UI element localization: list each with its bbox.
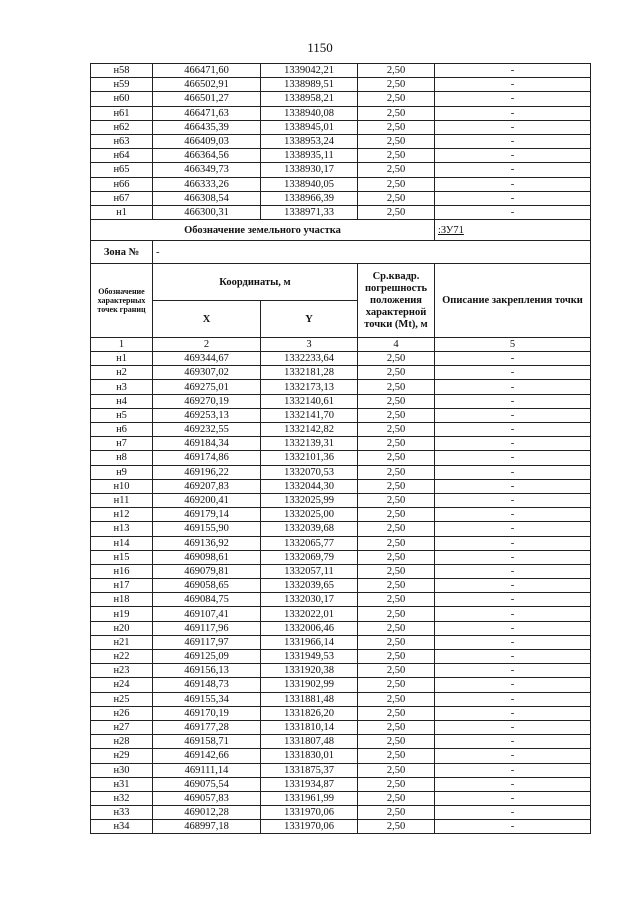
table-row — [91, 106, 591, 120]
description-cell: - — [435, 749, 591, 763]
header-coordinates: Координаты, м — [153, 264, 358, 301]
y-coordinate-cell: 1332181,28 — [261, 366, 358, 380]
error-cell: 2,50 — [358, 149, 435, 163]
x-coordinate-cell: 469012,28 — [153, 806, 261, 820]
y-coordinate-cell: 1332030,17 — [261, 593, 358, 607]
point-id-cell: н8 — [91, 451, 153, 465]
table-row — [91, 806, 591, 820]
table-row — [91, 706, 591, 720]
description-cell: - — [435, 205, 591, 219]
x-coordinate-cell: 466435,39 — [153, 120, 261, 134]
y-coordinate-cell: 1339042,21 — [261, 64, 358, 78]
x-coordinate-cell: 466364,56 — [153, 149, 261, 163]
error-cell: 2,50 — [358, 806, 435, 820]
description-cell: - — [435, 394, 591, 408]
zone-label: Зона № — [91, 241, 153, 264]
error-cell: 2,50 — [358, 635, 435, 649]
description-cell: - — [435, 678, 591, 692]
error-cell: 2,50 — [358, 650, 435, 664]
x-coordinate-cell: 469155,34 — [153, 692, 261, 706]
description-cell: - — [435, 791, 591, 805]
point-id-cell: н11 — [91, 493, 153, 507]
point-id-cell: н66 — [91, 177, 153, 191]
column-number: 2 — [153, 338, 261, 352]
description-cell: - — [435, 92, 591, 106]
y-coordinate-cell: 1332025,00 — [261, 508, 358, 522]
error-cell: 2,50 — [358, 92, 435, 106]
error-cell: 2,50 — [358, 437, 435, 451]
error-cell: 2,50 — [358, 134, 435, 148]
error-cell: 2,50 — [358, 706, 435, 720]
error-cell: 2,50 — [358, 423, 435, 437]
table-row — [91, 451, 591, 465]
description-cell: - — [435, 437, 591, 451]
y-coordinate-cell: 1332069,79 — [261, 550, 358, 564]
description-cell: - — [435, 579, 591, 593]
x-coordinate-cell: 469196,22 — [153, 465, 261, 479]
point-id-cell: н5 — [91, 408, 153, 422]
error-cell: 2,50 — [358, 380, 435, 394]
y-coordinate-cell: 1332057,11 — [261, 564, 358, 578]
table-row — [91, 735, 591, 749]
error-cell: 2,50 — [358, 493, 435, 507]
point-id-cell: н20 — [91, 621, 153, 635]
table-row — [91, 134, 591, 148]
column-number: 3 — [261, 338, 358, 352]
description-cell: - — [435, 536, 591, 550]
point-id-cell: н18 — [91, 593, 153, 607]
zone-value: - — [153, 241, 591, 264]
x-coordinate-cell: 469117,96 — [153, 621, 261, 635]
table-row — [91, 408, 591, 422]
y-coordinate-cell: 1331920,38 — [261, 664, 358, 678]
table-row — [91, 607, 591, 621]
description-cell: - — [435, 380, 591, 394]
land-plot-label: Обозначение земельного участка — [91, 220, 435, 241]
y-coordinate-cell: 1338971,33 — [261, 205, 358, 219]
table-row — [91, 820, 591, 834]
x-coordinate-cell: 466333,26 — [153, 177, 261, 191]
x-coordinate-cell: 469232,55 — [153, 423, 261, 437]
column-number: 5 — [435, 338, 591, 352]
table-row — [91, 366, 591, 380]
x-coordinate-cell: 469207,83 — [153, 479, 261, 493]
x-coordinate-cell: 469174,86 — [153, 451, 261, 465]
y-coordinate-cell: 1331966,14 — [261, 635, 358, 649]
description-cell: - — [435, 423, 591, 437]
y-coordinate-cell: 1332142,82 — [261, 423, 358, 437]
table-row — [91, 536, 591, 550]
error-cell: 2,50 — [358, 451, 435, 465]
point-id-cell: н13 — [91, 522, 153, 536]
y-coordinate-cell: 1338930,17 — [261, 163, 358, 177]
error-cell: 2,50 — [358, 564, 435, 578]
description-cell: - — [435, 621, 591, 635]
x-coordinate-cell: 469275,01 — [153, 380, 261, 394]
point-id-cell: н12 — [91, 508, 153, 522]
description-cell: - — [435, 78, 591, 92]
x-coordinate-cell: 469136,92 — [153, 536, 261, 550]
point-id-cell: н25 — [91, 692, 153, 706]
x-coordinate-cell: 466501,27 — [153, 92, 261, 106]
description-cell: - — [435, 493, 591, 507]
table-row — [91, 508, 591, 522]
y-coordinate-cell: 1332139,31 — [261, 437, 358, 451]
y-coordinate-cell: 1338945,01 — [261, 120, 358, 134]
error-cell: 2,50 — [358, 621, 435, 635]
table-row — [91, 692, 591, 706]
error-cell: 2,50 — [358, 352, 435, 366]
y-coordinate-cell: 1332233,64 — [261, 352, 358, 366]
table-row — [91, 621, 591, 635]
error-cell: 2,50 — [358, 692, 435, 706]
table-row — [91, 64, 591, 78]
y-coordinate-cell: 1331826,20 — [261, 706, 358, 720]
table-row — [91, 522, 591, 536]
zone-row — [91, 241, 591, 264]
x-coordinate-cell: 466308,54 — [153, 191, 261, 205]
description-cell: - — [435, 64, 591, 78]
x-coordinate-cell: 469177,28 — [153, 720, 261, 734]
column-number-row — [91, 338, 591, 352]
main-rows-body — [91, 352, 591, 834]
point-id-cell: н19 — [91, 607, 153, 621]
table-row — [91, 465, 591, 479]
error-cell: 2,50 — [358, 763, 435, 777]
point-id-cell: н4 — [91, 394, 153, 408]
error-cell: 2,50 — [358, 465, 435, 479]
point-id-cell: н9 — [91, 465, 153, 479]
point-id-cell: н17 — [91, 579, 153, 593]
x-coordinate-cell: 469148,73 — [153, 678, 261, 692]
table-row — [91, 120, 591, 134]
error-cell: 2,50 — [358, 64, 435, 78]
description-cell: - — [435, 191, 591, 205]
error-cell: 2,50 — [358, 550, 435, 564]
description-cell: - — [435, 508, 591, 522]
error-cell: 2,50 — [358, 191, 435, 205]
description-cell: - — [435, 522, 591, 536]
table-row — [91, 437, 591, 451]
table-row — [91, 564, 591, 578]
point-id-cell: н59 — [91, 78, 153, 92]
point-id-cell: н28 — [91, 735, 153, 749]
column-number: 4 — [358, 338, 435, 352]
header-row-1 — [91, 264, 591, 301]
coordinates-table — [90, 63, 591, 834]
point-id-cell: н7 — [91, 437, 153, 451]
x-coordinate-cell: 469142,66 — [153, 749, 261, 763]
point-id-cell: н34 — [91, 820, 153, 834]
description-cell: - — [435, 177, 591, 191]
table-row — [91, 579, 591, 593]
x-coordinate-cell: 469200,41 — [153, 493, 261, 507]
error-cell: 2,50 — [358, 664, 435, 678]
header-error: Ср.квадр. погрешность положения характерной точки (Mt), м — [358, 264, 435, 338]
header-x: X — [153, 301, 261, 338]
error-cell: 2,50 — [358, 678, 435, 692]
point-id-cell: н27 — [91, 720, 153, 734]
table-row — [91, 92, 591, 106]
description-cell: - — [435, 352, 591, 366]
y-coordinate-cell: 1331881,48 — [261, 692, 358, 706]
header-y: Y — [261, 301, 358, 338]
table-row — [91, 177, 591, 191]
error-cell: 2,50 — [358, 408, 435, 422]
description-cell: - — [435, 806, 591, 820]
table-row — [91, 678, 591, 692]
description-cell: - — [435, 763, 591, 777]
description-cell: - — [435, 408, 591, 422]
error-cell: 2,50 — [358, 735, 435, 749]
x-coordinate-cell: 466349,73 — [153, 163, 261, 177]
header-body — [91, 220, 591, 352]
point-id-cell: н32 — [91, 791, 153, 805]
x-coordinate-cell: 469179,14 — [153, 508, 261, 522]
point-id-cell: н2 — [91, 366, 153, 380]
point-id-cell: н31 — [91, 777, 153, 791]
description-cell: - — [435, 120, 591, 134]
point-id-cell: н61 — [91, 106, 153, 120]
table-row — [91, 763, 591, 777]
description-cell: - — [435, 550, 591, 564]
point-id-cell: н60 — [91, 92, 153, 106]
y-coordinate-cell: 1332065,77 — [261, 536, 358, 550]
y-coordinate-cell: 1331970,06 — [261, 820, 358, 834]
x-coordinate-cell: 468997,18 — [153, 820, 261, 834]
x-coordinate-cell: 469075,54 — [153, 777, 261, 791]
point-id-cell: н26 — [91, 706, 153, 720]
y-coordinate-cell: 1332044,30 — [261, 479, 358, 493]
table-row — [91, 720, 591, 734]
table-row — [91, 777, 591, 791]
description-cell: - — [435, 479, 591, 493]
x-coordinate-cell: 469270,19 — [153, 394, 261, 408]
y-coordinate-cell: 1332070,53 — [261, 465, 358, 479]
description-cell: - — [435, 735, 591, 749]
table-row — [91, 78, 591, 92]
description-cell: - — [435, 650, 591, 664]
error-cell: 2,50 — [358, 536, 435, 550]
y-coordinate-cell: 1338935,11 — [261, 149, 358, 163]
description-cell: - — [435, 777, 591, 791]
point-id-cell: н23 — [91, 664, 153, 678]
error-cell: 2,50 — [358, 607, 435, 621]
x-coordinate-cell: 469057,83 — [153, 791, 261, 805]
point-id-cell: н6 — [91, 423, 153, 437]
table-row — [91, 352, 591, 366]
table-row — [91, 479, 591, 493]
point-id-cell: н33 — [91, 806, 153, 820]
error-cell: 2,50 — [358, 394, 435, 408]
table-row — [91, 650, 591, 664]
column-number: 1 — [91, 338, 153, 352]
description-cell: - — [435, 149, 591, 163]
y-coordinate-cell: 1332022,01 — [261, 607, 358, 621]
x-coordinate-cell: 469084,75 — [153, 593, 261, 607]
description-cell: - — [435, 163, 591, 177]
x-coordinate-cell: 469170,19 — [153, 706, 261, 720]
y-coordinate-cell: 1332039,65 — [261, 579, 358, 593]
error-cell: 2,50 — [358, 579, 435, 593]
y-coordinate-cell: 1338966,39 — [261, 191, 358, 205]
table-row — [91, 550, 591, 564]
x-coordinate-cell: 469253,13 — [153, 408, 261, 422]
y-coordinate-cell: 1331934,87 — [261, 777, 358, 791]
x-coordinate-cell: 469307,02 — [153, 366, 261, 380]
y-coordinate-cell: 1338989,51 — [261, 78, 358, 92]
description-cell: - — [435, 451, 591, 465]
table-row — [91, 749, 591, 763]
x-coordinate-cell: 469107,41 — [153, 607, 261, 621]
table-row — [91, 394, 591, 408]
y-coordinate-cell: 1331875,37 — [261, 763, 358, 777]
point-id-cell: н29 — [91, 749, 153, 763]
point-id-cell: н21 — [91, 635, 153, 649]
table-row — [91, 593, 591, 607]
y-coordinate-cell: 1332140,61 — [261, 394, 358, 408]
y-coordinate-cell: 1331830,01 — [261, 749, 358, 763]
point-id-cell: н58 — [91, 64, 153, 78]
point-id-cell: н62 — [91, 120, 153, 134]
x-coordinate-cell: 469156,13 — [153, 664, 261, 678]
point-id-cell: н22 — [91, 650, 153, 664]
table-row — [91, 423, 591, 437]
description-cell: - — [435, 106, 591, 120]
description-cell: - — [435, 692, 591, 706]
page-number: 1150 — [307, 40, 333, 55]
header-point-designation: Обозначение характерных точек границ — [91, 264, 153, 338]
description-cell: - — [435, 564, 591, 578]
point-id-cell: н16 — [91, 564, 153, 578]
y-coordinate-cell: 1332101,36 — [261, 451, 358, 465]
table-row — [91, 664, 591, 678]
table-row — [91, 635, 591, 649]
land-plot-row — [91, 220, 591, 241]
error-cell: 2,50 — [358, 720, 435, 734]
description-cell: - — [435, 465, 591, 479]
y-coordinate-cell: 1338958,21 — [261, 92, 358, 106]
table-row — [91, 205, 591, 219]
error-cell: 2,50 — [358, 593, 435, 607]
y-coordinate-cell: 1332039,68 — [261, 522, 358, 536]
y-coordinate-cell: 1331961,99 — [261, 791, 358, 805]
x-coordinate-cell: 466502,91 — [153, 78, 261, 92]
error-cell: 2,50 — [358, 522, 435, 536]
x-coordinate-cell: 469117,97 — [153, 635, 261, 649]
x-coordinate-cell: 466471,63 — [153, 106, 261, 120]
x-coordinate-cell: 469125,09 — [153, 650, 261, 664]
description-cell: - — [435, 820, 591, 834]
error-cell: 2,50 — [358, 163, 435, 177]
y-coordinate-cell: 1338940,05 — [261, 177, 358, 191]
point-id-cell: н67 — [91, 191, 153, 205]
point-id-cell: н64 — [91, 149, 153, 163]
land-plot-value: :ЗУ71 — [435, 220, 591, 241]
error-cell: 2,50 — [358, 791, 435, 805]
error-cell: 2,50 — [358, 479, 435, 493]
y-coordinate-cell: 1331949,53 — [261, 650, 358, 664]
table-row — [91, 191, 591, 205]
x-coordinate-cell: 466471,60 — [153, 64, 261, 78]
x-coordinate-cell: 469158,71 — [153, 735, 261, 749]
table-row — [91, 791, 591, 805]
error-cell: 2,50 — [358, 366, 435, 380]
point-id-cell: н14 — [91, 536, 153, 550]
error-cell: 2,50 — [358, 177, 435, 191]
error-cell: 2,50 — [358, 205, 435, 219]
x-coordinate-cell: 469111,14 — [153, 763, 261, 777]
y-coordinate-cell: 1332025,99 — [261, 493, 358, 507]
table-row — [91, 380, 591, 394]
x-coordinate-cell: 469155,90 — [153, 522, 261, 536]
description-cell: - — [435, 607, 591, 621]
point-id-cell: н1 — [91, 352, 153, 366]
x-coordinate-cell: 469079,81 — [153, 564, 261, 578]
table-row — [91, 163, 591, 177]
error-cell: 2,50 — [358, 508, 435, 522]
error-cell: 2,50 — [358, 78, 435, 92]
table-row — [91, 493, 591, 507]
description-cell: - — [435, 134, 591, 148]
x-coordinate-cell: 469344,67 — [153, 352, 261, 366]
x-coordinate-cell: 469098,61 — [153, 550, 261, 564]
description-cell: - — [435, 720, 591, 734]
point-id-cell: н3 — [91, 380, 153, 394]
y-coordinate-cell: 1331807,48 — [261, 735, 358, 749]
description-cell: - — [435, 664, 591, 678]
description-cell: - — [435, 593, 591, 607]
x-coordinate-cell: 469184,34 — [153, 437, 261, 451]
point-id-cell: н30 — [91, 763, 153, 777]
x-coordinate-cell: 469058,65 — [153, 579, 261, 593]
point-id-cell: н1 — [91, 205, 153, 219]
top-rows-body — [91, 64, 591, 220]
y-coordinate-cell: 1332141,70 — [261, 408, 358, 422]
point-id-cell: н10 — [91, 479, 153, 493]
description-cell: - — [435, 706, 591, 720]
description-cell: - — [435, 366, 591, 380]
point-id-cell: н63 — [91, 134, 153, 148]
x-coordinate-cell: 466409,03 — [153, 134, 261, 148]
header-description: Описание закрепления точки — [435, 264, 591, 338]
y-coordinate-cell: 1332006,46 — [261, 621, 358, 635]
table-row — [91, 149, 591, 163]
point-id-cell: н65 — [91, 163, 153, 177]
x-coordinate-cell: 466300,31 — [153, 205, 261, 219]
y-coordinate-cell: 1338940,08 — [261, 106, 358, 120]
error-cell: 2,50 — [358, 777, 435, 791]
y-coordinate-cell: 1331902,99 — [261, 678, 358, 692]
y-coordinate-cell: 1331970,06 — [261, 806, 358, 820]
error-cell: 2,50 — [358, 106, 435, 120]
error-cell: 2,50 — [358, 120, 435, 134]
error-cell: 2,50 — [358, 820, 435, 834]
description-cell: - — [435, 635, 591, 649]
y-coordinate-cell: 1338953,24 — [261, 134, 358, 148]
error-cell: 2,50 — [358, 749, 435, 763]
y-coordinate-cell: 1331810,14 — [261, 720, 358, 734]
point-id-cell: н15 — [91, 550, 153, 564]
point-id-cell: н24 — [91, 678, 153, 692]
y-coordinate-cell: 1332173,13 — [261, 380, 358, 394]
